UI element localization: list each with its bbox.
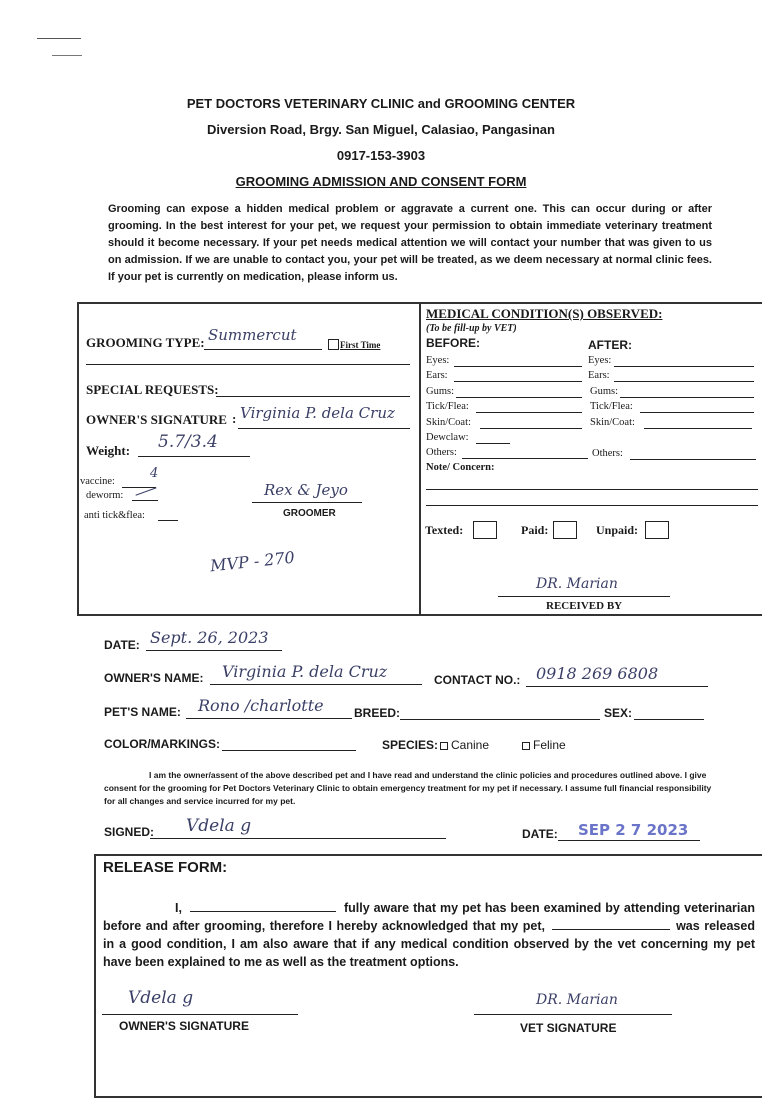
sex-line — [634, 719, 704, 720]
intro-paragraph: Grooming can expose a hidden medical problem or aggravate a current one. This can occur during or after grooming. In the best interest for your pet, we request your permission to obtain immediate veterinary treatment should it become necessary. If your pet needs medical attention we will contact your number that was given to us on admission. If we are unable to contact you, your pet will be treated, as we deem necessary at normal clinic fees. If your pet is currently on medication, please inform us. — [108, 203, 712, 283]
date-label: DATE: — [104, 638, 140, 652]
received-by-signature[interactable]: DR. Marian — [536, 576, 618, 592]
release-title: RELEASE FORM: — [103, 859, 228, 876]
groomer-line — [252, 502, 362, 503]
sex-label: SEX: — [604, 706, 633, 720]
before-ears-line — [454, 381, 582, 382]
texted-label: Texted: — [425, 523, 464, 537]
before-tickflea-line — [476, 412, 582, 413]
release-vet-line — [474, 1014, 672, 1015]
release-paragraph — [103, 899, 755, 971]
stray-mark — [37, 38, 81, 39]
weight-value[interactable]: 5.7/3.4 — [158, 432, 218, 452]
pet-name-value[interactable]: Rono /charlotte — [198, 696, 324, 715]
owner-name-line — [210, 684, 422, 685]
first-time-label: First Time — [340, 340, 381, 350]
after-skincoat-line — [644, 428, 752, 429]
before-gums-line — [456, 397, 582, 398]
unpaid-checkbox[interactable] — [645, 521, 669, 539]
paid-label: Paid: — [521, 523, 549, 537]
before-skincoat-line — [480, 428, 582, 429]
signed-date-line — [558, 840, 700, 841]
after-skincoat: Skin/Coat: — [590, 417, 635, 428]
medical-subtitle: (To be fill-up by VET) — [426, 323, 517, 334]
pet-name-label: PET'S NAME: — [104, 705, 181, 719]
release-owner-signature[interactable]: Vdela g — [128, 988, 194, 1008]
date-stamp: SEP 2 7 2023 — [578, 821, 689, 839]
release-text-3: was released in a good condition, I am also aware that if any medical condition observed by the vet concerning my pet have been explained to me as well as the treatment options. — [103, 919, 755, 969]
note-concern-label: Note/ Concern: — [426, 462, 495, 473]
groomer-signature[interactable]: Rex & Jeyo — [264, 481, 348, 499]
before-ears: Ears: — [426, 370, 448, 381]
medical-title: MEDICAL CONDITION(S) OBSERVED: — [426, 306, 663, 321]
after-ears-line — [614, 381, 754, 382]
after-others: Others: — [592, 448, 623, 459]
contact-line — [526, 686, 708, 687]
canine-label: Canine — [451, 738, 490, 752]
groomer-label: GROOMER — [283, 508, 336, 519]
vaccine-value[interactable]: 4 — [150, 466, 159, 481]
paid-checkbox[interactable] — [553, 521, 577, 539]
release-text-2: fully aware that my pet has been examined by attending veterinarian before and after grooming, therefore I hereby acknowledged that my pet, — [103, 901, 755, 933]
after-gums-line — [620, 397, 754, 398]
breed-label: BREED: — [354, 706, 401, 720]
first-time-checkbox[interactable] — [328, 339, 339, 350]
before-eyes: Eyes: — [426, 355, 450, 366]
pet-name-line — [186, 718, 352, 719]
before-tickflea: Tick/Flea: — [426, 401, 469, 412]
received-by-label: RECEIVED BY — [546, 600, 623, 612]
signed-label: SIGNED: — [104, 825, 155, 839]
feline-checkbox[interactable] — [522, 742, 530, 750]
breed-line — [400, 719, 600, 720]
signed-date-label: DATE: — [522, 827, 558, 841]
note-line-1 — [426, 489, 758, 490]
weight-line — [138, 456, 250, 457]
release-panel — [94, 854, 762, 1098]
before-skincoat: Skin/Coat: — [426, 417, 471, 428]
owner-signature-value[interactable]: Virginia P. dela Cruz — [240, 404, 395, 422]
unpaid-label: Unpaid: — [596, 523, 639, 537]
after-tickflea: Tick/Flea: — [590, 401, 633, 412]
deworm-label: deworm: — [86, 490, 124, 501]
owner-signature-line — [238, 428, 410, 429]
owner-name-label: OWNER'S NAME: — [104, 671, 204, 685]
after-others-line — [630, 459, 756, 460]
after-eyes-line — [614, 366, 754, 367]
handwritten-note: MVP - 270 — [209, 547, 296, 576]
before-others: Others: — [426, 447, 457, 458]
after-eyes: Eyes: — [588, 355, 612, 366]
signed-line — [150, 838, 446, 839]
date-value[interactable]: Sept. 26, 2023 — [150, 628, 269, 647]
grooming-type-label: GROOMING TYPE: — [86, 335, 205, 350]
before-others-line — [462, 458, 588, 459]
after-tickflea-line — [640, 412, 754, 413]
color-label: COLOR/MARKINGS: — [104, 737, 220, 751]
clinic-name: PET DOCTORS VETERINARY CLINIC and GROOMING CENTER — [186, 96, 576, 111]
antitick-line — [158, 520, 178, 521]
weight-label: Weight: — [86, 443, 131, 458]
canine-checkbox[interactable] — [440, 742, 448, 750]
owner-name-value[interactable]: Virginia P. dela Cruz — [222, 662, 388, 681]
stray-mark — [52, 55, 82, 56]
release-text-i: I, — [175, 901, 182, 915]
before-dewclaw-line — [476, 443, 510, 444]
clinic-address: Diversion Road, Brgy. San Miguel, Calasiao, Pangasinan — [207, 122, 555, 137]
release-owner-blank[interactable] — [190, 911, 336, 912]
grooming-type-line-2 — [86, 364, 410, 365]
vaccine-label: vaccine: — [80, 476, 115, 487]
contact-label: CONTACT NO.: — [434, 673, 521, 687]
release-vet-signature[interactable]: DR. Marian — [536, 992, 618, 1008]
after-label: AFTER: — [588, 338, 632, 352]
date-line — [146, 650, 282, 651]
grooming-type-value[interactable]: Summercut — [208, 326, 297, 344]
antitick-label: anti tick&flea: — [84, 510, 145, 521]
color-line — [222, 750, 356, 751]
deworm-line — [132, 500, 158, 501]
consent-paragraph: I am the owner/assent of the above described pet and I have read and understand the clinic policies and procedures outlined above. I give consent for the grooming for Pet Doctors Veterinary Clinic to obtain emergency treatment for my pet if necessary. I assume full financial responsibility for all changes and service incurred for my pet. — [104, 770, 712, 806]
texted-checkbox[interactable] — [473, 521, 497, 539]
special-requests-line — [216, 396, 410, 397]
owner-signature-colon: : — [232, 411, 237, 426]
received-by-line — [498, 596, 670, 597]
before-eyes-line — [454, 366, 582, 367]
before-label: BEFORE: — [426, 336, 480, 350]
release-vet-label: VET SIGNATURE — [520, 1021, 617, 1035]
owner-signature-label: OWNER'S SIGNATURE — [86, 412, 227, 427]
before-dewclaw: Dewclaw: — [426, 432, 469, 443]
form-title: GROOMING ADMISSION AND CONSENT FORM — [235, 174, 527, 189]
species-label: SPECIES: — [382, 738, 439, 752]
special-requests-label: SPECIAL REQUESTS: — [86, 382, 219, 397]
contact-value[interactable]: 0918 269 6808 — [536, 664, 659, 683]
after-ears: Ears: — [588, 370, 610, 381]
grooming-type-line — [204, 349, 322, 350]
feline-label: Feline — [533, 738, 566, 752]
release-owner-line — [102, 1014, 298, 1015]
before-gums: Gums: — [426, 386, 455, 397]
signed-signature[interactable]: Vdela g — [186, 816, 252, 836]
after-gums: Gums: — [590, 386, 619, 397]
note-line-2 — [426, 505, 758, 506]
clinic-phone: 0917-153-3903 — [336, 148, 426, 163]
release-owner-label: OWNER'S SIGNATURE — [119, 1019, 249, 1033]
release-pet-blank[interactable] — [552, 929, 670, 930]
